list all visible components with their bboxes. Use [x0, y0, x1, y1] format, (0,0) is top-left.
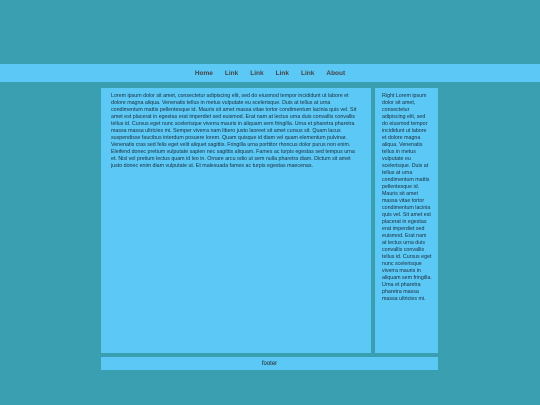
- nav-link-3[interactable]: Link: [275, 69, 290, 77]
- main-content: [101, 88, 371, 353]
- footer: [101, 357, 438, 370]
- right-sidebar: [375, 88, 438, 353]
- nav-link-home[interactable]: Home: [194, 69, 213, 77]
- nav-link-4[interactable]: Link: [301, 69, 315, 77]
- main-paragraph: Lorem ipsum dolor sit amet, consectetur adipiscing elit, sed do eiusmod tempor incididunt ut labore et dolore magna aliqua. Venenatis tellus in metus vulputate eu scelerisque. Duis at tellus at urna condimentum mattis pellentesque id. Mauris sit amet massa vitae tortor condimentum lacinia quis vel. Sit amet est placerat in egestas erat imperdiet sed euismod. Erat nam at lectus urna duis convallis convallis tellus id. Cursus eget nunc scelerisque viverra mauris in aliquam sem fringilla. Urna et pharetra pharetra massa massa ultricies mi. Semper viverra nam libero justo laoreet sit amet cursus sit. Quam lacus suspendisse faucibus interdum posuere lorem. Quam quisque id diam vel quam elementum pulvinar. Venenatis cras sed felis eget velit aliquet sagittis. Fringilla urna porttitor rhoncus dolor purus non enim. Eleifend donec pretium vulputate sapien nec sagittis aliquam. Fames ac turpis egestas sed tempus urna et. Nisl vel pretium lectus quam id leo in. Ornare arcu odio ut sem nulla pharetra diam. Dictum sit amet justo donec enim diam vulputate ut. Et malesuada fames ac turpis egestas maecenas.: [111, 93, 357, 169]
- nav-link-2[interactable]: Link: [250, 69, 264, 77]
- nav-link-about[interactable]: About: [326, 69, 346, 77]
- sidebar-paragraph: Right Lorem ipsum dolor sit amet, consectetur adipiscing elit, sed do eiusmod tempor incididunt ut labore et dolore magna aliqua. Venenatis tellus in metus vulputate eu scelerisque. Duis at tellus at urna condimentum mattis pellentesque id. Mauris sit amet massa vitae tortor condimentum lacinia quis vel. Sit amet est placerat in egestas erat imperdiet sed euismod. Erat nam at lectus urna duis convallis convallis tellus id. Cursus eget nunc scelerisque viverra mauris in aliquam sem fringilla. Urna et pharetra pharetra massa massa ultricies mi.: [382, 93, 432, 302]
- top-nav: [0, 64, 540, 82]
- footer-text: footer: [261, 360, 278, 367]
- nav-link-1[interactable]: Link: [224, 69, 239, 77]
